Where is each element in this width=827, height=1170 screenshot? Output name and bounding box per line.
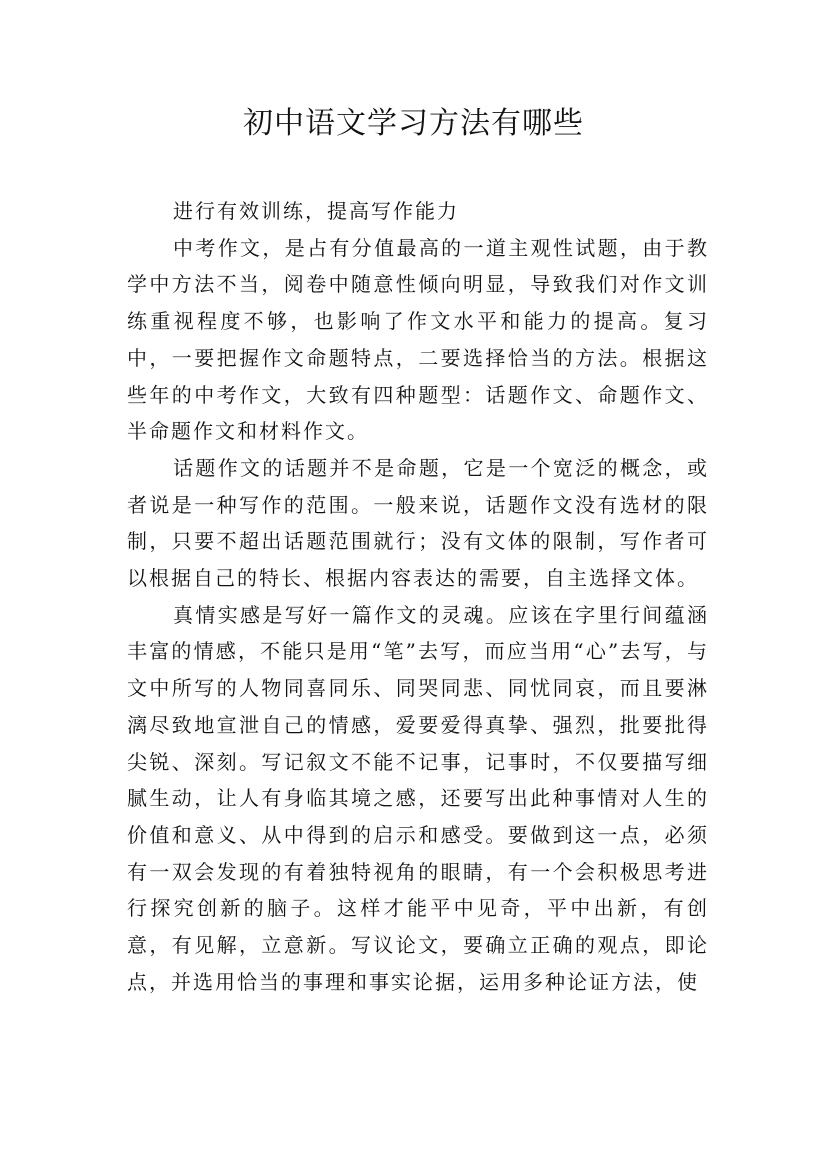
paragraph: 话题作文的话题并不是命题，它是一个宽泛的概念，或者说是一种写作的范围。一般来说，话题作文没有选材的限制，只要不超出话题范围就行；没有文体的限制，写作者可以根据自己的特长、根据内容表达的需要，自主选择文体。: [127, 455, 709, 591]
document-title: 初中语文学习方法有哪些: [243, 106, 584, 141]
paragraph: 真情实感是写好一篇作文的灵魂。应该在字里行间蕴涵丰富的情感，不能只是用“笔”去写，而应当用“心”去写，与文中所写的人物同喜同乐、同哭同悲、同忧同哀，而且要淋漓尽致地宣泄自己的情感，爱要爱得真挚、强烈，批要批得尖锐、深刻。写记叙文不能不记事，记事时，不仅要描写细腻生动，让人有身临其境之感，还要写出此种事情对人生的价值和意义、从中得到的启示和感受。要做到这一点，必须有一双会发现的有着独特视角的眼睛，有一个会积极思考进行探究创新的脑子。这样才能平中见奇，平中出新，有创意，有见解，立意新。写议论文，要确立正确的观点，即论点，并选用恰当的事理和事实论据，运用多种论证方法，使: [127, 602, 709, 994]
document-body: [127, 193, 709, 1000]
paragraph-subheading: 进行有效训练，提高写作能力: [173, 199, 459, 223]
paragraph: 中考作文，是占有分值最高的一道主观性试题，由于教学中方法不当，阅卷中随意性倾向明显，导致我们对作文训练重视程度不够，也影响了作文水平和能力的提高。复习中，一要把握作文命题特点，二要选择恰当的方法。根据这些年的中考作文，大致有四种题型：话题作文、命题作文、半命题作文和材料作文。: [127, 235, 709, 444]
